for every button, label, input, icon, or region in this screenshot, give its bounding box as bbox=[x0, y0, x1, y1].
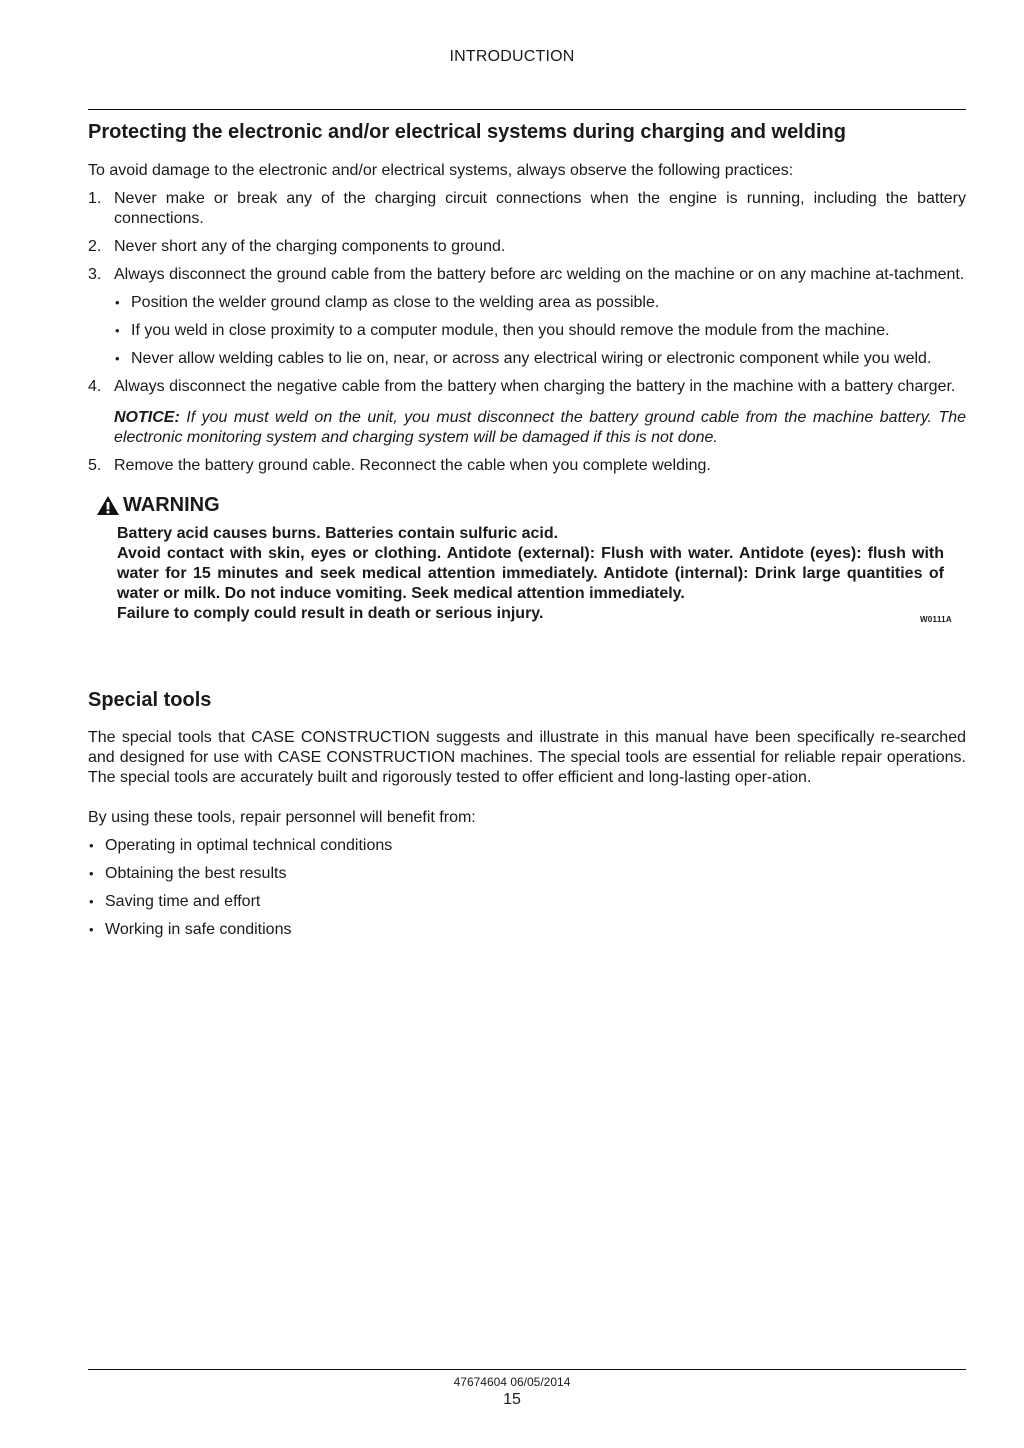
bullet-icon: • bbox=[89, 894, 94, 909]
list-item-text: Remove the battery ground cable. Reconnect the cable when you complete welding. bbox=[114, 457, 711, 474]
notice-label: NOTICE: bbox=[114, 409, 180, 426]
list-item-text: Never short any of the charging components to ground. bbox=[114, 238, 506, 255]
bullet-icon: • bbox=[115, 351, 120, 366]
bullet-item bbox=[88, 864, 966, 884]
list-number: 4. bbox=[88, 378, 102, 395]
bullet-item bbox=[88, 892, 966, 912]
list-item bbox=[88, 237, 966, 257]
page-number: 15 bbox=[503, 1391, 521, 1408]
warning-heading bbox=[96, 492, 966, 518]
list-number: 2. bbox=[88, 238, 102, 255]
bullet-text: Obtaining the best results bbox=[105, 865, 287, 882]
page-header: INTRODUCTION bbox=[449, 48, 575, 65]
header-rule bbox=[88, 109, 966, 110]
bullet-icon: • bbox=[89, 838, 94, 853]
intro-paragraph: To avoid damage to the electronic and/or electrical systems, always observe the following practices: bbox=[88, 162, 794, 179]
list-number: 5. bbox=[88, 457, 102, 474]
footer-doc-reference: 47674604 06/05/2014 bbox=[453, 1375, 571, 1389]
bullet-text: Never allow welding cables to lie on, near, or across any electrical wiring or electronic component while you weld. bbox=[131, 350, 932, 367]
list-item-text: Always disconnect the ground cable from the battery before arc welding on the machine or on any machine at-tachment. bbox=[114, 266, 965, 283]
warning-line: Battery acid causes burns. Batteries contain sulfuric acid. bbox=[117, 525, 559, 542]
list-item bbox=[88, 189, 966, 229]
list-item bbox=[88, 377, 966, 448]
bullet-item bbox=[88, 836, 966, 856]
section-title-protecting: Protecting the electronic and/or electrical systems during charging and welding bbox=[88, 121, 846, 143]
welding-bullets bbox=[114, 293, 966, 369]
bullet-icon: • bbox=[115, 323, 120, 338]
list-item-text: Always disconnect the negative cable from the battery when charging the battery in the machine with a battery charger. bbox=[114, 378, 956, 395]
practices-list bbox=[88, 189, 966, 476]
warning-code: W0111A bbox=[919, 615, 952, 624]
warning-title: WARNING bbox=[123, 494, 220, 516]
bullet-item bbox=[114, 321, 966, 341]
warning-block bbox=[88, 492, 966, 624]
bullet-text: Saving time and effort bbox=[105, 893, 261, 910]
notice-text: If you must weld on the unit, you must disconnect the battery ground cable from the machine battery. The electronic monitoring system and charging system will be damaged if this is not done. bbox=[114, 409, 966, 446]
footer-rule bbox=[88, 1369, 966, 1370]
bullet-text: Position the welder ground clamp as close to the welding area as possible. bbox=[131, 294, 660, 311]
bullet-item bbox=[114, 349, 966, 369]
list-number: 1. bbox=[88, 190, 102, 207]
special-tools-paragraph: The special tools that CASE CONSTRUCTION suggests and illustrate in this manual have been specifically re-searched and designed for use with CASE CONSTRUCTION machines. The special tools are essential for reliable repair operations. The special tools are accurately built and rigorously tested to offer efficient and long-lasting oper-ation. bbox=[88, 729, 966, 786]
bullet-icon: • bbox=[115, 295, 120, 310]
warning-triangle-icon bbox=[96, 495, 120, 516]
bullet-item bbox=[88, 920, 966, 940]
benefits-list bbox=[88, 836, 966, 940]
bullet-icon: • bbox=[89, 866, 94, 881]
warning-body bbox=[96, 524, 966, 624]
warning-line: Failure to comply could result in death or serious injury. bbox=[117, 605, 544, 622]
notice-paragraph bbox=[114, 408, 966, 448]
page-content bbox=[88, 116, 966, 948]
bullet-text: Working in safe conditions bbox=[105, 921, 292, 938]
bullet-icon: • bbox=[89, 922, 94, 937]
benefits-intro: By using these tools, repair personnel will benefit from: bbox=[88, 809, 476, 826]
list-item bbox=[88, 456, 966, 476]
bullet-text: If you weld in close proximity to a computer module, then you should remove the module from the machine. bbox=[131, 322, 890, 339]
list-item-text: Never make or break any of the charging circuit connections when the engine is running, including the battery connections. bbox=[114, 190, 966, 227]
list-item bbox=[88, 265, 966, 369]
warning-line: Avoid contact with skin, eyes or clothing. Antidote (external): Flush with water. Antidote (eyes): flush with water for 15 minutes and seek medical attention immediately. Antidote (internal): Drink large quantities of water or milk. Do not induce vomiting. Seek medical attention immediately. bbox=[117, 545, 944, 602]
bullet-text: Operating in optimal technical conditions bbox=[105, 837, 393, 854]
section-title-special-tools: Special tools bbox=[88, 689, 212, 711]
bullet-item bbox=[114, 293, 966, 313]
list-number: 3. bbox=[88, 266, 102, 283]
